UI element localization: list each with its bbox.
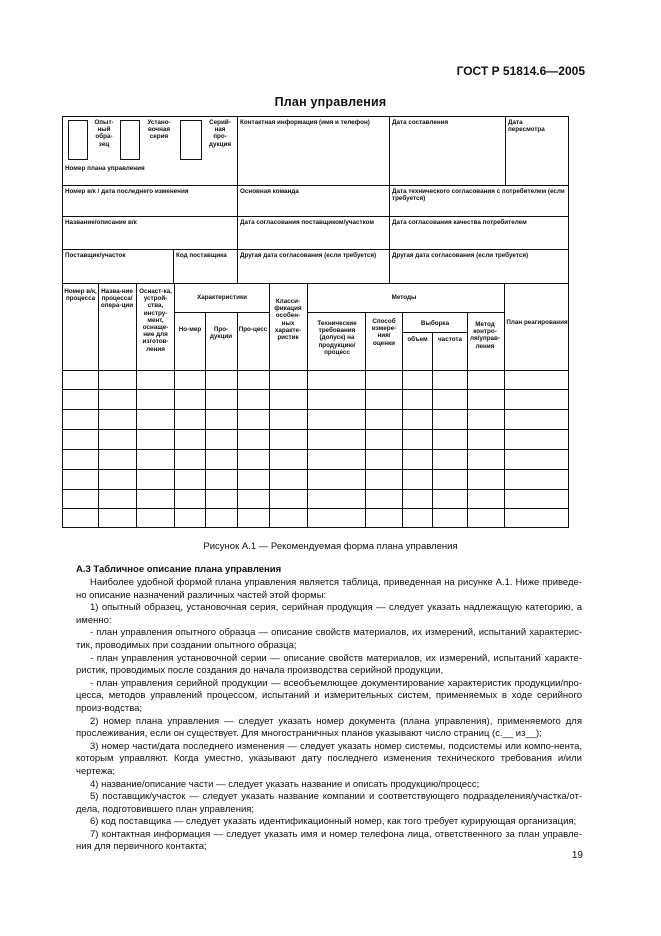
contact-info-label: Контактная информация (имя и телефон) <box>240 119 370 126</box>
paragraph: - план управления установочной серии — описание свойств материалов, их измерений, испытаний характе-ристик, проводимых после создания до начала производства серийной продукции, <box>76 652 582 677</box>
col-process-name: Назва-ние процесса/опера-ции <box>100 288 134 310</box>
col-process: Про-цесс <box>238 326 268 333</box>
other-approval-label-2: Другая дата согласования (если требуется) <box>392 252 529 259</box>
form-title: План управления <box>274 95 387 109</box>
col-spec: Технические требования (допуск) на продукцию/процесс <box>317 320 357 356</box>
col-sample: Выборка <box>420 320 450 327</box>
revision-date-label: Дата пересмотра <box>508 119 545 134</box>
col-control-method: Метод контро-ля/управ-ления <box>469 321 501 350</box>
paragraph: Наиболее удобной формой плана управления является таблица, приведенная на рисунке А.1. Ниже приведе-но описание назначений различных частей этой формы: <box>76 577 582 601</box>
paragraph: 3) номер части/дата последнего изменения — следует указать номер системы, подсистемы или компо-нента, которым управляют. Когда уместно, указывают дату последнего изменения технического требования и/или чертежа; <box>76 740 582 777</box>
part-name-label: Название/описание в/к <box>65 219 137 226</box>
compiled-date-label: Дата составления <box>392 119 449 126</box>
figure-caption: Рисунок А.1 — Рекомендуемая форма плана управления <box>203 541 458 552</box>
other-approval-label-1: Другая дата согласования (если требуется) <box>240 252 377 259</box>
supplier-label: Поставщик/участок <box>65 252 126 259</box>
col-number: Но-мер <box>178 326 202 333</box>
customer-quality-approval-label: Дата согласования качества потребителем <box>392 219 527 226</box>
core-team-label: Основная команда <box>240 188 299 195</box>
supplier-approval-label: Дата согласования поставщиком/участком <box>240 219 375 226</box>
paragraph: - план управления серийной продукции — всеобъемлющее документирование характеристик продукции/про-цесса, методов управлений процессом, испытаний и измерительных систем, применяемых в ходе серийного произ-водства; <box>76 677 582 714</box>
serial-label: Серий- ная про- дукция <box>208 119 232 148</box>
col-equipment: Оснаст-ка, устрой-ства, инстру-мент, оснаще-ние для изготов-ления <box>139 288 172 353</box>
paragraph: 5) поставщик/участок — следует указать название компании и соответствующего подразделения/участка/от-дела, подготовившего план управления; <box>76 791 582 815</box>
part-number-label: Номер в/к / дата последнего изменения <box>65 188 189 195</box>
paragraph: 6) код поставщика — следует указать идентификационный номер, как того требует курирующая организация; <box>90 816 577 828</box>
col-characteristics: Характеристики <box>197 294 247 301</box>
paragraph: - план управления опытного образца — описание свойств материалов, их измерений, испытаний характерис-тик, проводимых при создании опытного образца; <box>76 627 582 651</box>
col-reaction-plan: План реагирования <box>506 319 568 326</box>
control-plan-form <box>62 116 569 528</box>
supplier-code-label: Код поставщика <box>176 252 227 259</box>
paragraph: 4) название/описание части — следует указать название и описать продукцию/процесс; <box>90 778 480 790</box>
col-product: Про-дукции <box>209 326 233 341</box>
col-measurement: Способ измере-ния/оценки <box>371 318 397 347</box>
section-heading: А.3 Табличное описание плана управления <box>76 564 282 575</box>
col-size: объем <box>407 336 428 343</box>
section-body <box>76 577 582 854</box>
customer-tech-approval-label: Дата технического согласования с потребителем (если требуется) <box>392 188 565 203</box>
standard-designation: ГОСТ Р 51814.6—2005 <box>456 64 585 78</box>
plan-number-label: Номер плана управления <box>65 165 145 172</box>
paragraph: 1) опытный образец, установочная серия, серийная продукция — следует указать надлежащую категорию, а именно: <box>76 602 582 626</box>
paragraph: 7) контактная информация — следует указать имя и номер телефона лица, ответственного за план управле-ния для первичного контакта; <box>76 828 582 853</box>
pilot-label: Устано- вочная серия <box>147 119 171 141</box>
col-special-class: Класси-фикация особен-ных характе-ристик <box>274 298 302 342</box>
page-number: 19 <box>571 850 583 861</box>
table-grid <box>62 116 570 529</box>
paragraph: 2) номер плана управления — следует указать номер документа (плана управления), применяемого для прослеживания, если он существует. Для многостраничных планов указывают число страниц (с.__ из__); <box>76 715 582 740</box>
col-process-no: Номер в/к, процесса <box>64 288 97 303</box>
prototype-label: Опыт- ный обра- зец <box>94 119 114 148</box>
col-methods: Методы <box>391 294 417 301</box>
col-frequency: частота <box>438 336 462 343</box>
